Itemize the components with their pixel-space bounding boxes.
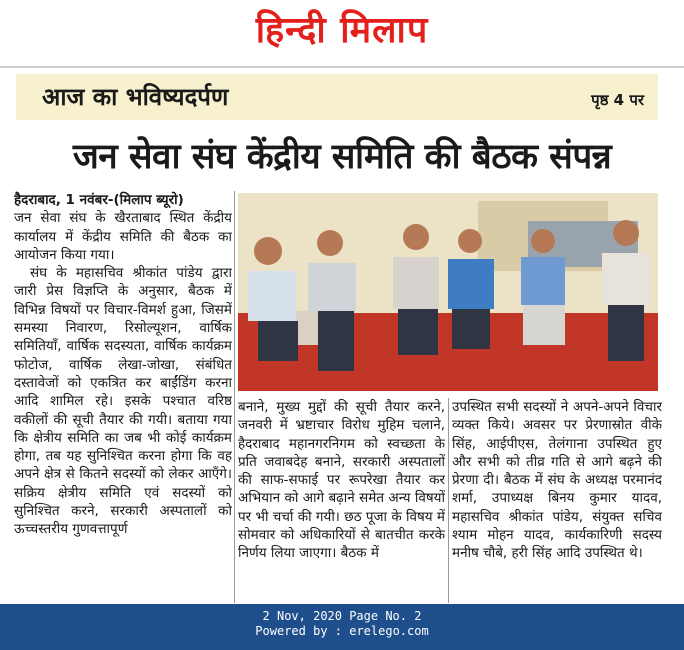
article-headline: जन सेवा संघ केंद्रीय समिति की बैठक संपन्न (72, 137, 612, 177)
column-divider (448, 398, 449, 603)
article-column-3: उपस्थित सभी सदस्यों ने अपने-अपने विचार व्यक्त किये। अवसर पर प्रेरणास्रोत वीके सिंह, आईपीएस, तेलंगाना उपस्थित हुए और सभी को तीव्र गति से आगे बढ़ने की प्रेरणा दी। बैठक में संघ के अध्यक्ष परमानंद शर्मा, उपाध्यक्ष बिनय कुमार यादव, महासचिव श्रीकांत पांडेय, संयुक्त सचिव श्याम मोहन यादव, कार्यकारिणी सदस्य मनीष चौबे, हरी सिंह आदि उपस्थित थे। (452, 399, 662, 562)
footer-bar (0, 604, 684, 650)
newspaper-logo: हिन्दी मिलाप (255, 9, 429, 51)
banner-page-ref: पृष्ठ 4 पर (591, 91, 644, 109)
footer-powered-by: Powered by : erelego.com (255, 624, 429, 638)
article-paragraph: संघ के महासचिव श्रीकांत पांडेय द्वारा जारी प्रेस विज्ञप्ति के अनुसार, बैठक में विभिन्न विषयों पर विचार-विमर्श हुआ, जिसमें समस्या निवारण, रिसोल्यूशन, वार्षिक समितियाँ, वार्षिक सदस्यता, वार्षिक कार्यक्रम फोटोज, वार्षिक लेखा-जोखा, संबंधित दस्तावेजों को एकत्रित कर बाईंडिंग करना आदि शामिल रहे। इसके पश्चात वरिष्ठ वकीलों की सूची तैयार की गयी। बताया गया कि क्षेत्रीय समिति का जब भी कोई कार्यक्रम होगा, तब यह सुनिश्चित करना होगा कि वह अपने क्षेत्र से कितने सदस्यों को लेकर आएँगे। सक्रिय क्षेत्रीय समिति एवं सदस्यों को सुनिश्चित करने, सरकारी अस्पतालों को ऊच्चस्तरीय गुणवत्तापूर्ण (14, 265, 232, 538)
footer-date-page: 2 Nov, 2020 Page No. 2 (262, 609, 422, 623)
article-column-1 (14, 191, 232, 603)
article-lead-text: जन सेवा संघ के खैरताबाद स्थित केंद्रीय कार्यालय में केंद्रीय समिति की बैठक का आयोजन किया गया। (14, 210, 232, 263)
article-column-2: बनाने, मुख्य मुद्दों की सूची तैयार करने, जनवरी में भ्रष्टाचार विरोध मुहिम चलाने, हैदराबाद महानगरनिगम को स्वच्छता के प्रति जवाबदेह बनाने, सरकारी अस्पतालों की साफ-सफाई पर रूपरेखा तैयार कर अभियान को आगे बढ़ाने समेत अन्य विषयों पर भी चर्चा की गयी। छठ पूजा के विषय में सोमवार को अधिकारियों से बातचीत करके निर्णय लिया जाएगा। बैठक में (238, 399, 445, 562)
article-dateline: हैदराबाद, 1 नवंबर-(मिलाप ब्यूरो) (14, 192, 184, 208)
promo-banner[interactable] (16, 74, 658, 120)
article-lead (14, 191, 232, 264)
banner-title: आज का भविष्यदर्पण (42, 83, 229, 111)
column-divider (234, 191, 235, 603)
masthead (0, 0, 684, 62)
masthead-divider (0, 66, 684, 68)
meeting-photo (238, 193, 658, 391)
